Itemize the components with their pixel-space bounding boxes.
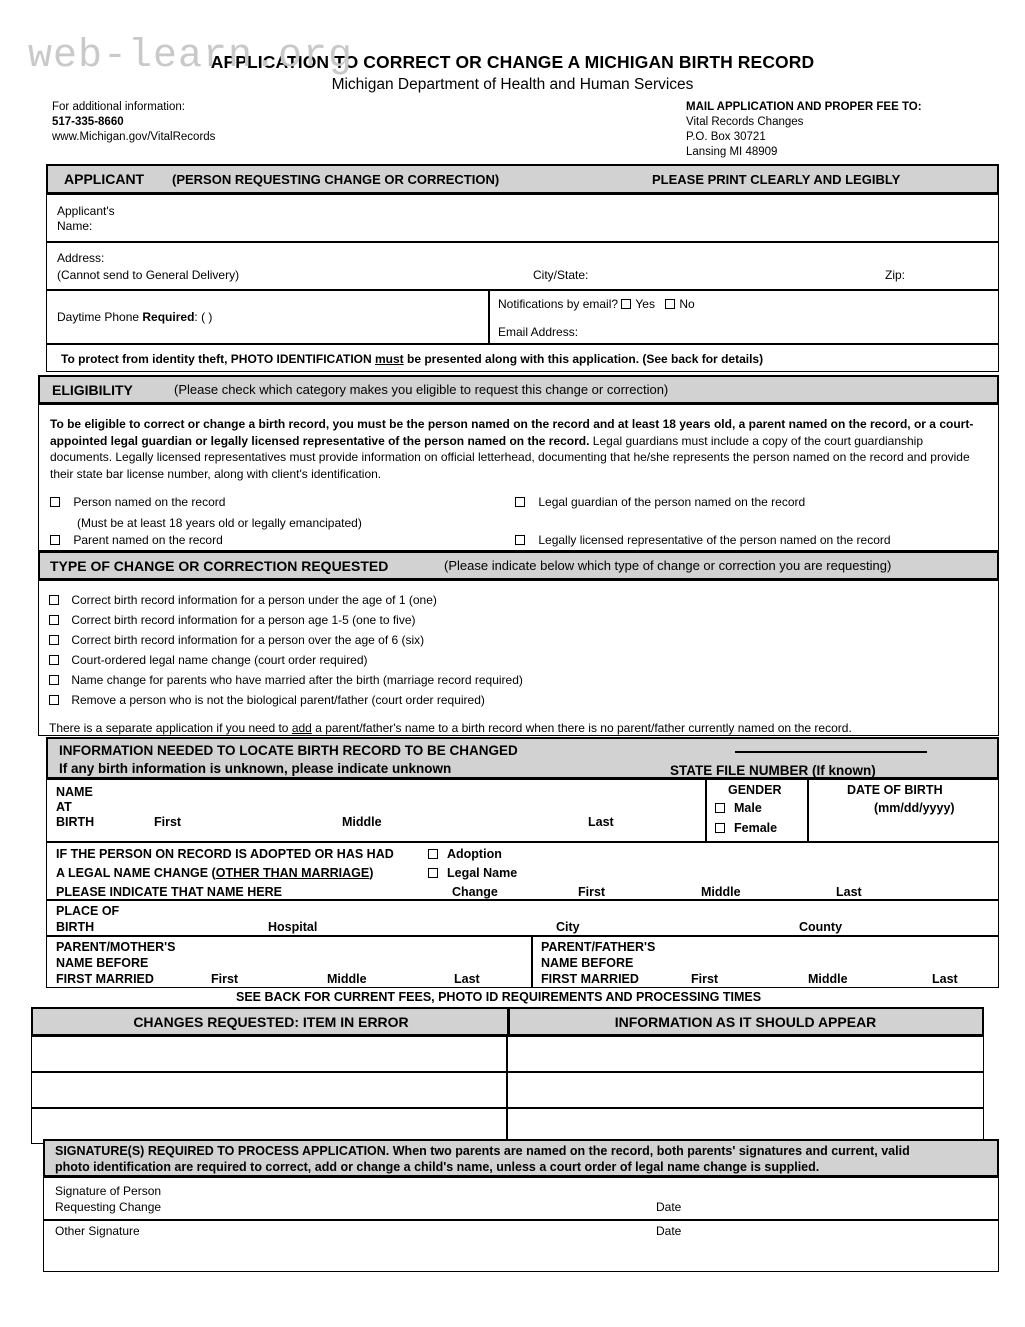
locate-record-band <box>46 737 999 779</box>
type-of-change-band-title: TYPE OF CHANGE OR CORRECTION REQUESTED <box>50 557 389 574</box>
mailing-line-1: Vital Records Changes <box>686 116 804 128</box>
mailing-info-right <box>686 100 922 160</box>
dob-title: DATE OF BIRTH <box>847 783 943 797</box>
name-at-birth-l1: NAME <box>56 785 93 799</box>
eligibility-option-parent-label: Parent named on the record <box>73 533 223 547</box>
city-label[interactable]: City <box>556 920 580 934</box>
photo-id-notice-row <box>46 344 999 372</box>
page-title: APPLICATION TO CORRECT OR CHANGE A MICHIGAN BIRTH RECORD <box>210 52 815 72</box>
place-of-birth-row <box>46 900 999 936</box>
type-option-2[interactable] <box>49 633 424 647</box>
eligibility-person-note: (Must be at least 18 years old or legally emancipated) <box>77 516 362 530</box>
type-option-3[interactable] <box>49 653 368 667</box>
adopted-line-2 <box>56 866 373 880</box>
gender-female-option[interactable] <box>715 821 777 835</box>
mother-last-label[interactable]: Last <box>454 972 480 986</box>
contact-phone: 517-335-8660 <box>52 116 124 128</box>
gender-male-label: Male <box>734 801 762 815</box>
changes-col2-header: INFORMATION AS IT SHOULD APPEAR <box>614 1013 877 1030</box>
footnote-add: add <box>291 721 312 735</box>
type-option-4[interactable] <box>49 673 523 687</box>
name-at-birth-middle-label[interactable]: Middle <box>342 815 382 829</box>
applicant-phone-email-row <box>46 290 999 344</box>
name-at-birth-first-label[interactable]: First <box>154 815 182 829</box>
hospital-label[interactable]: Hospital <box>268 920 318 934</box>
eligibility-section-band <box>38 375 999 404</box>
type-option-3-label: Court-ordered legal name change (court order required) <box>71 653 368 667</box>
applicant-address-row[interactable] <box>46 242 999 290</box>
signature-band <box>43 1139 999 1177</box>
eligibility-representative-checkbox[interactable] <box>515 535 525 545</box>
adopted-line-3: PLEASE INDICATE THAT NAME HERE <box>56 885 282 899</box>
notifications-no-checkbox[interactable] <box>665 299 675 309</box>
legal-name-checkbox[interactable] <box>428 868 438 878</box>
father-last-label[interactable]: Last <box>932 972 958 986</box>
address-label-1: Address: <box>57 251 105 265</box>
changes-header-divider <box>507 1007 510 1036</box>
gender-female-label: Female <box>734 821 778 835</box>
mailing-line-2: P.O. Box 30721 <box>686 131 766 143</box>
mailing-line-3: Lansing MI 48909 <box>686 146 778 158</box>
eligibility-option-parent[interactable] <box>50 533 223 547</box>
address-label-2: (Cannot send to General Delivery) <box>57 268 240 282</box>
daytime-phone-label <box>57 310 212 324</box>
applicant-band-right: PLEASE PRINT CLEARLY AND LEGIBLY <box>652 171 901 187</box>
type-option-2-checkbox[interactable] <box>49 635 59 645</box>
eligibility-option-representative-label: Legally licensed representative of the person named on the record <box>538 533 891 547</box>
photo-id-notice <box>61 352 763 366</box>
eligibility-paragraph <box>50 416 986 482</box>
father-l2: NAME BEFORE <box>541 956 634 970</box>
contact-info-line: For additional information: <box>52 101 185 113</box>
email-address-label: Email Address: <box>498 325 579 339</box>
eligibility-paragraph-bold: To be eligible to correct or change a birth record, you must be the person named on the record and at least 18 years old, a parent named on the record, or a court-appointed legal guardian or legally licensed representative of the person named on the record. <box>50 417 974 448</box>
applicant-name-label-1: Applicant's <box>57 204 115 218</box>
contact-website: www.Michigan.gov/VitalRecords <box>52 131 216 143</box>
changes-table-header <box>31 1007 984 1036</box>
gender-female-checkbox[interactable] <box>715 823 725 833</box>
applicant-name-row[interactable] <box>46 194 999 242</box>
type-option-1-label: Correct birth record information for a person age 1-5 (one to five) <box>71 613 416 627</box>
notifications-label: Notifications by email? <box>498 297 619 311</box>
type-option-5-label: Remove a person who is not the biological parent/father (court order required) <box>71 693 485 707</box>
type-of-change-body <box>38 580 999 736</box>
eligibility-body <box>38 404 999 551</box>
type-option-1[interactable] <box>49 613 416 627</box>
notifications-by-email-row <box>498 297 695 311</box>
changes-table-body <box>31 1036 984 1144</box>
type-option-1-checkbox[interactable] <box>49 615 59 625</box>
legal-name-option[interactable] <box>428 866 517 880</box>
adopted-line-2-post: ) <box>369 866 374 880</box>
signature-person-date-label: Date <box>656 1200 682 1214</box>
eligibility-option-representative[interactable] <box>515 533 891 547</box>
type-of-change-band <box>38 551 999 580</box>
city-state-label: City/State: <box>533 268 589 282</box>
mother-first-label[interactable]: First <box>211 972 239 986</box>
applicant-name-label-2: Name: <box>57 219 93 233</box>
adoption-checkbox[interactable] <box>428 849 438 859</box>
footnote-pre: There is a separate application if you need to <box>49 721 292 735</box>
eligibility-option-person[interactable] <box>50 495 225 509</box>
eligibility-person-checkbox[interactable] <box>50 497 60 507</box>
adopted-line-2-underline: OTHER THAN MARRIAGE <box>215 866 370 880</box>
adopted-middle-label[interactable]: Middle <box>701 885 741 899</box>
place-of-birth-l1: PLACE OF <box>56 904 120 918</box>
see-back-notice: SEE BACK FOR CURRENT FEES, PHOTO ID REQUIREMENTS AND PROCESSING TIMES <box>236 990 762 1004</box>
locate-record-band-line1: INFORMATION NEEDED TO LOCATE BIRTH RECORD TO BE CHANGED <box>59 743 518 758</box>
eligibility-parent-checkbox[interactable] <box>50 535 60 545</box>
type-option-4-checkbox[interactable] <box>49 675 59 685</box>
state-file-number-blank-line[interactable] <box>735 751 927 753</box>
father-l1: PARENT/FATHER'S <box>541 940 656 954</box>
father-l3: FIRST MARRIED <box>541 972 639 986</box>
row-divider <box>506 1072 508 1109</box>
signature-other-date-label: Date <box>656 1224 682 1238</box>
type-option-3-checkbox[interactable] <box>49 655 59 665</box>
adopted-line-2-pre: A LEGAL NAME CHANGE ( <box>56 866 216 880</box>
type-of-change-footnote <box>49 721 852 735</box>
adoption-label: Adoption <box>447 847 502 861</box>
signature-other-row[interactable] <box>43 1220 999 1272</box>
eligibility-paragraph-rest: Legal guardians must include a copy of the court guardianship documents. Legally licensed representatives must provide information on official letterhead, documenting that he/she represents the person named on the record and provide their state bar license number, along with client's identification. <box>50 433 970 481</box>
father-first-label[interactable]: First <box>691 972 719 986</box>
zip-label: Zip: <box>885 268 906 282</box>
signature-person-label-2: Requesting Change <box>55 1200 162 1214</box>
type-option-0-checkbox[interactable] <box>49 595 59 605</box>
name-at-birth-l3: BIRTH <box>56 815 95 829</box>
name-at-birth-last-label[interactable]: Last <box>588 815 614 829</box>
eligibility-band-subtitle: (Please check which category makes you eligible to request this change or correction) <box>174 382 669 397</box>
mother-l1: PARENT/MOTHER'S <box>56 940 176 954</box>
eligibility-option-guardian-label: Legal guardian of the person named on the record <box>538 495 806 509</box>
name-at-birth-l2: AT <box>56 800 72 814</box>
photo-id-notice-post: be presented along with this application. (See back for details) <box>403 352 764 366</box>
eligibility-option-guardian[interactable] <box>515 495 805 509</box>
parents-divider <box>531 937 533 987</box>
applicant-band-title: APPLICANT <box>64 171 145 187</box>
eligibility-option-person-label: Person named on the record <box>73 495 226 509</box>
watermark-web-learn-org: web-learn.org <box>28 34 354 79</box>
type-option-4-label: Name change for parents who have married after the birth (marriage record required) <box>71 673 523 687</box>
applicant-band-subtitle: (PERSON REQUESTING CHANGE OR CORRECTION) <box>172 171 500 187</box>
table-row[interactable] <box>31 1036 984 1072</box>
signature-other-label: Other Signature <box>55 1224 140 1238</box>
adopted-legal-name-row <box>46 842 999 900</box>
type-option-0[interactable] <box>49 593 437 607</box>
signature-person-row[interactable] <box>43 1177 999 1220</box>
photo-id-notice-must: must <box>375 352 404 366</box>
gender-divider-left <box>705 780 707 841</box>
mother-middle-label[interactable]: Middle <box>327 972 367 986</box>
signature-person-label-1: Signature of Person <box>55 1184 162 1198</box>
type-option-0-label: Correct birth record information for a person under the age of 1 (one) <box>71 593 437 607</box>
mailing-heading: MAIL APPLICATION AND PROPER FEE TO: <box>686 101 922 113</box>
footnote-post: a parent/father's name to a birth record when there is no parent/father currently named on the record. <box>311 721 852 735</box>
state-file-number-label: STATE FILE NUMBER (If known) <box>670 763 876 778</box>
adoption-option[interactable] <box>428 847 502 861</box>
page-subtitle: Michigan Department of Health and Human Services <box>331 76 694 93</box>
notifications-yes-label: Yes <box>635 297 655 311</box>
adopted-last-label[interactable]: Last <box>836 885 862 899</box>
type-option-5-checkbox[interactable] <box>49 695 59 705</box>
row-divider <box>506 1036 508 1073</box>
adopted-first-label[interactable]: First <box>578 885 606 899</box>
name-at-birth-row <box>46 779 999 842</box>
gender-male-checkbox[interactable] <box>715 803 725 813</box>
legal-name-label: Legal Name <box>447 866 518 880</box>
phone-email-divider <box>488 291 490 343</box>
mother-l2: NAME BEFORE <box>56 956 149 970</box>
adopted-line-1: IF THE PERSON ON RECORD IS ADOPTED OR HAS HAD <box>56 847 394 861</box>
dob-format: (mm/dd/yyyy) <box>874 801 955 815</box>
notifications-no-label: No <box>679 297 695 311</box>
phone-required-bold: Required <box>142 310 195 324</box>
signature-band-line1: SIGNATURE(S) REQUIRED TO PROCESS APPLICATION. When two parents are named on the record, both parents' signatures and current, valid <box>55 1144 910 1158</box>
eligibility-guardian-checkbox[interactable] <box>515 497 525 507</box>
contact-info-left <box>52 100 215 145</box>
signature-band-line2: photo identification are required to correct, add or change a child's name, unless a court order of legal name change is supplied. <box>55 1160 820 1174</box>
legal-name-change-label: Change <box>452 885 498 899</box>
mother-l3: FIRST MARRIED <box>56 972 154 986</box>
place-of-birth-l2: BIRTH <box>56 920 95 934</box>
notifications-yes-checkbox[interactable] <box>621 299 631 309</box>
eligibility-band-title: ELIGIBILITY <box>52 381 133 398</box>
type-option-2-label: Correct birth record information for a person over the age of 6 (six) <box>71 633 425 647</box>
changes-col1-header: CHANGES REQUESTED: ITEM IN ERROR <box>133 1013 409 1030</box>
gender-male-option[interactable] <box>715 801 762 815</box>
county-label[interactable]: County <box>799 920 843 934</box>
type-option-5[interactable] <box>49 693 485 707</box>
photo-id-notice-pre: To protect from identity theft, PHOTO IDENTIFICATION <box>61 352 375 366</box>
locate-record-band-line2: If any birth information is unknown, please indicate unknown <box>59 761 452 776</box>
gender-title: GENDER <box>728 783 782 797</box>
type-of-change-band-subtitle: (Please indicate below which type of change or correction you are requesting) <box>444 558 892 573</box>
dob-divider-left <box>807 780 809 841</box>
parents-row <box>46 936 999 988</box>
phone-label-post: : ( ) <box>194 310 213 324</box>
father-middle-label[interactable]: Middle <box>808 972 848 986</box>
phone-label-pre: Daytime Phone <box>57 310 143 324</box>
applicant-section-band <box>46 164 999 194</box>
table-row[interactable] <box>31 1072 984 1108</box>
